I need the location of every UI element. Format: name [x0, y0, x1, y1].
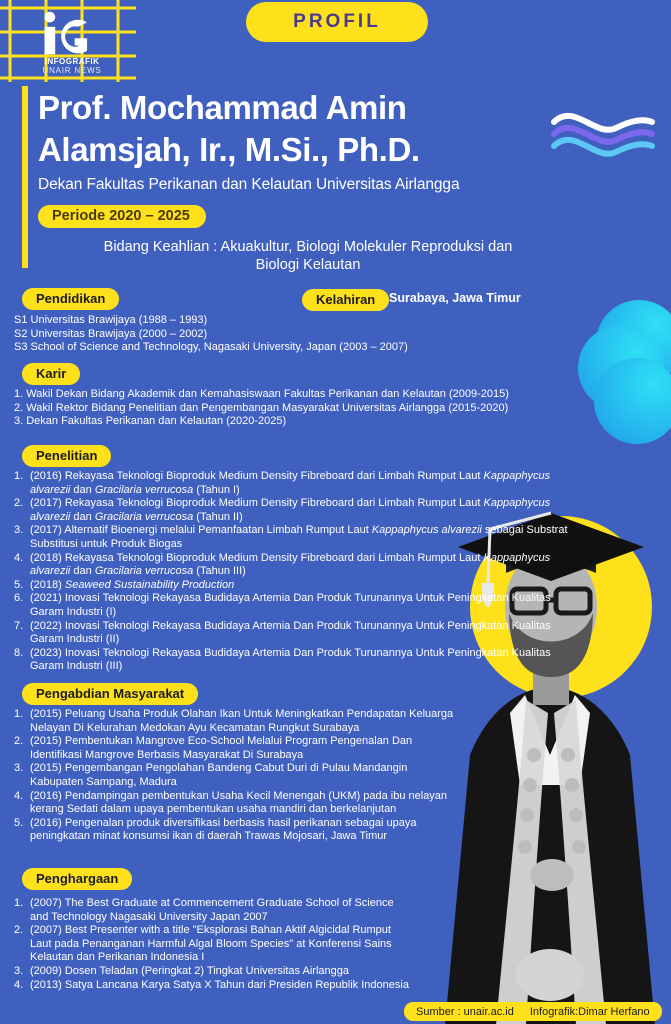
list-item-number: 8.: [14, 646, 24, 659]
list-item-text: (2015) Pembentukan Mangrove Eco-School Melalui Program Pengenalan Dan Identifikasi Mangrove Berbasis Masyarakat Di Surabaya: [30, 735, 413, 761]
page-title-line-1: Prof. Mochammad Amin: [38, 89, 407, 126]
list-item-text: Kappaphycus alvarezii: [30, 470, 551, 496]
list-item-number: 3.: [14, 762, 24, 775]
list-item-text: (2018): [30, 578, 65, 591]
list-item: 3. Dekan Fakultas Perikanan dan Kelautan (2020-2025): [14, 415, 287, 428]
list-item-text: (2016) Pendampingan pembentukan Usaha Kecil Menengah (UKM) pada ibu nelayan kerang Sedati dalam upaya pembentukan usaha mandiri dan berkelanjutan: [30, 789, 448, 816]
list-item-text: (2016) Rekayasa Teknologi Bioproduk Medium Density Fibreboard dari Limbah Rumput Laut: [30, 470, 484, 482]
kelahiran-value: Surabaya, Jawa Timur: [389, 291, 521, 305]
expertise-line-2: Biologi Kelautan: [255, 257, 361, 273]
list-item-text: (2007) Best Presenter with a title "Eksplorasi Bahan Aktif Algicidal Rumput Laut pada Penanganan Harmful Algal Bloom Species" at Konferensi Sains Kelautan dan Perikanan Indonesia I: [30, 924, 392, 964]
list-item: [14, 647, 574, 674]
list-item: [14, 592, 574, 619]
list-item-number: 4.: [14, 551, 24, 564]
list-item-text: (2013) Satya Lancana Karya Satya X Tahun dari Presiden Republik Indonesia: [30, 978, 409, 991]
list-item-text: (Tahun II): [193, 510, 243, 523]
list-item: [14, 524, 574, 551]
footer-bar: [404, 1002, 662, 1021]
list-item: [14, 924, 414, 965]
list-item-text: Seaweed Sustainability Production: [64, 578, 235, 591]
list-item: [14, 708, 454, 735]
list-item-number: 2.: [14, 924, 24, 937]
list-item-number: 6.: [14, 592, 24, 605]
expertise-line-1: Bidang Keahlian : Akuakultur, Biologi Molekuler Reproduksi dan: [103, 239, 513, 255]
list-item-text: (2007) The Best Graduate at Commencement Graduate School of Science and Technology Nagasaki University Japan 2007: [30, 897, 394, 923]
penelitian-list: [14, 470, 574, 674]
logo: [24, 10, 120, 78]
list-item-text: (2017) Alternatif Bioenergi melalui Pemanfaatan Limbah Rumput Laut: [30, 524, 372, 537]
list-item: [14, 552, 574, 579]
pendidikan-list: [14, 314, 474, 355]
list-item-number: 4.: [14, 789, 24, 802]
page-title-line-2: Alamsjah, Ir., M.Si., Ph.D.: [38, 131, 420, 168]
list-item: [14, 620, 574, 647]
list-item: S1 Universitas Brawijaya (1988 – 1993): [14, 314, 208, 326]
list-item-number: 1.: [14, 470, 24, 482]
section-heading-pengabdian: Pengabdian Masyarakat: [22, 683, 198, 705]
list-item-number: 5.: [14, 578, 24, 591]
expertise-text: [38, 238, 578, 274]
list-item-number: 7.: [14, 619, 24, 632]
list-item-text: sebagai Substrat Substitusi untuk Produk Biogas: [30, 524, 568, 550]
wave-decoration: [548, 104, 658, 164]
list-item: [14, 790, 454, 817]
pengabdian-list: [14, 708, 454, 844]
list-item-text: (2009) Dosen Teladan (Peringkat 2) Tingkat Universitas Airlangga: [30, 964, 349, 977]
section-heading-kelahiran: Kelahiran: [302, 289, 389, 311]
list-item-text: (2021) Inovasi Teknologi Rekayasa Budidaya Artemia Dan Produk Turunannya Untuk Peningkatan Kualitas Garam Industri (I): [30, 592, 551, 618]
list-item-number: 4.: [14, 978, 24, 991]
list-item-text: (Tahun III): [193, 565, 246, 578]
list-item-text: Kappaphycus alvarezii: [30, 551, 551, 578]
list-item-number: 3.: [14, 524, 24, 537]
list-item: [14, 817, 454, 844]
ig-logo-icon: [27, 10, 117, 56]
section-heading-penelitian: Penelitian: [22, 445, 111, 467]
list-item: S2 Universitas Brawijaya (2000 – 2002): [14, 327, 208, 340]
logo-line-2: UNAIR NEWS: [42, 66, 102, 75]
list-item-text: Gracilaria verrucosa: [94, 510, 194, 523]
footer-sumber: Sumber : unair.ac.id: [416, 1005, 514, 1018]
list-item-text: (2022) Inovasi Teknologi Rekayasa Budidaya Artemia Dan Produk Turunannya Untuk Peningkatan Kualitas Garam Industri (II): [30, 619, 551, 646]
profil-badge: PROFIL: [246, 2, 428, 42]
penghargaan-list: [14, 897, 414, 992]
section-heading-karir: Karir: [22, 363, 80, 385]
list-item: 2. Wakil Rektor Bidang Penelitian dan Pengembangan Masyarakat Universitas Airlangga (2015-2020): [14, 401, 509, 414]
list-item-text: Kappaphycus alvarezii: [30, 497, 551, 523]
list-item: [14, 979, 414, 993]
list-item-number: 2.: [14, 735, 24, 748]
list-item-text: (2015) Peluang Usaha Produk Olahan Ikan Untuk Meningkatkan Pendapatan Keluarga Nelayan Di Kelurahan Medokan Ayu Kecamatan Rungkut Surabaya: [30, 708, 454, 734]
title-accent-bar: [22, 86, 28, 268]
list-item-number: 1.: [14, 708, 24, 720]
list-item: [14, 762, 454, 789]
list-item-text: dan: [70, 565, 95, 578]
periode-badge: Periode 2020 – 2025: [38, 205, 206, 228]
list-item: [14, 470, 574, 497]
list-item: S3 School of Science and Technology, Nagasaki University, Japan (2003 – 2007): [14, 341, 408, 354]
list-item-text: (2017) Rekayasa Teknologi Bioproduk Medium Density Fibreboard dari Limbah Rumput Laut: [30, 497, 484, 510]
section-heading-penghargaan: Penghargaan: [22, 868, 132, 890]
footer-infografik: Infografik:Dimar Herfano: [529, 1005, 650, 1018]
list-item-number: 3.: [14, 964, 24, 977]
role-subtitle: Dekan Fakultas Perikanan dan Kelautan Universitas Airlangga: [38, 176, 460, 193]
list-item-text: (2016) Pengenalan produk diversifikasi berbasis hasil perikanan sebagai upaya peningkatan minat konsumsi ikan di daerah Trawas Mojosari, Jawa Timur: [30, 816, 417, 843]
cyan-circle-decoration: [594, 358, 671, 444]
list-item: [14, 735, 454, 762]
list-item-text: dan: [70, 483, 95, 496]
list-item-text: Gracilaria verrucosa: [94, 483, 194, 496]
list-item-text: (2018) Rekayasa Teknologi Bioproduk Medium Density Fibreboard dari Limbah Rumput Laut: [30, 551, 484, 564]
list-item: [14, 897, 414, 924]
list-item-number: 2.: [14, 497, 24, 510]
list-item-text: Kappaphycus alvarezii: [371, 524, 482, 537]
karir-list: [14, 388, 594, 429]
list-item-text: (2015) Pengembangan Pengolahan Bandeng Cabut Duri di Pulau Mandangin Kabupaten Sampang, Madura: [30, 762, 408, 788]
list-item: [14, 579, 574, 593]
list-item-number: 1.: [14, 897, 24, 909]
list-item-text: dan: [70, 510, 95, 523]
list-item-number: 5.: [14, 816, 24, 829]
list-item-text: (Tahun I): [193, 483, 240, 496]
logo-line-1: INFOGRAFIK: [44, 57, 100, 66]
list-item-text: (2023) Inovasi Teknologi Rekayasa Budidaya Artemia Dan Produk Turunannya Untuk Peningkatan Kualitas Garam Industri (III): [30, 646, 551, 673]
list-item: [14, 497, 574, 524]
list-item: 1. Wakil Dekan Bidang Akademik dan Kemahasiswaan Fakultas Perikanan dan Kelautan (2009-2015): [14, 388, 509, 400]
section-heading-pendidikan: Pendidikan: [22, 288, 119, 310]
list-item: [14, 965, 414, 979]
list-item-text: Gracilaria verrucosa: [94, 565, 194, 578]
